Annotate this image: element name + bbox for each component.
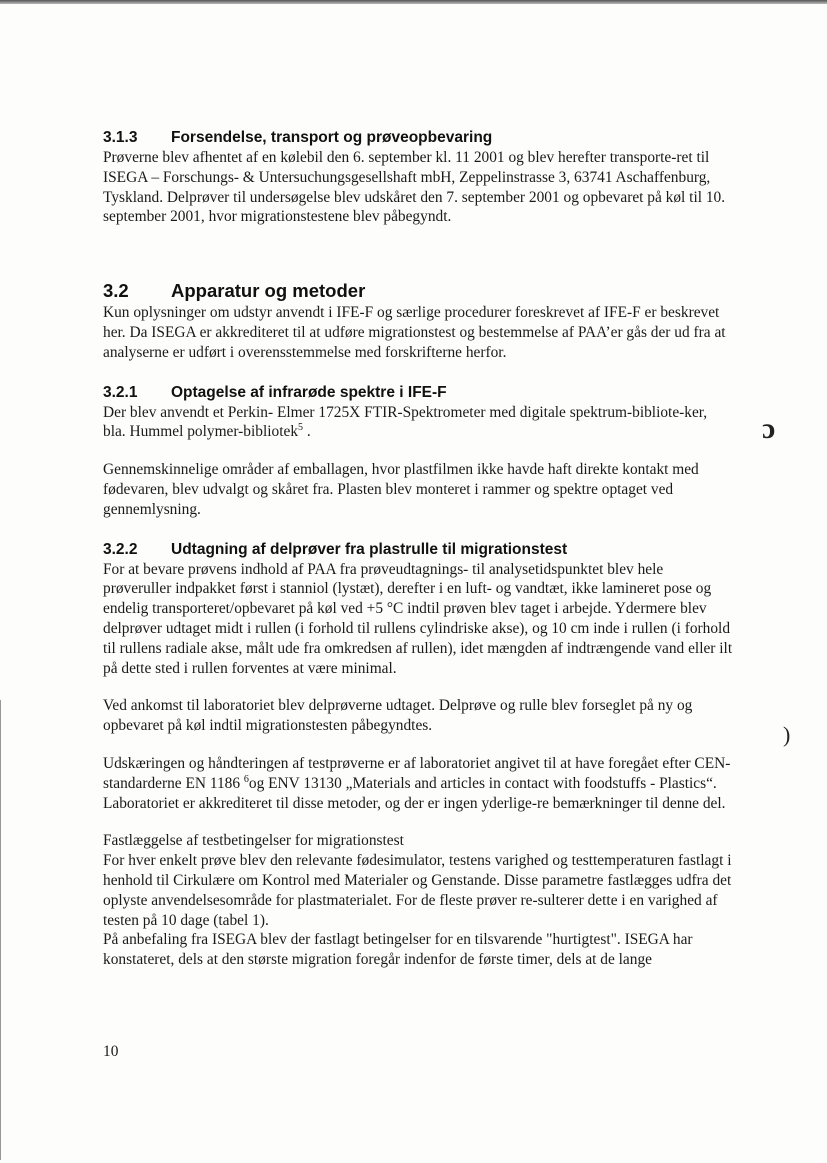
- paragraph: For hver enkelt prøve blev den relevante fødesimulator, testens varighed og testtemperaturen fastlagt i henhold til Cirkulære om Kontrol med Materialer og Genstande. Disse parametre fastlægges udfra det oplyste anvendelsesområde for plastmaterialet. For de fleste prøver re-sulterer dette i en varighed af testen på 10 dage (tabel 1).: [103, 852, 732, 929]
- paragraph-text: og ENV 13130 „Materials and articles in contact with foodstuffs - Plastics“. Laboratoriet er akkrediteret til disse metoder, og der er ingen yderlige-re bemærkninger til denne del.: [103, 774, 726, 812]
- section-number: 3.2.2: [103, 540, 138, 558]
- paragraph: På anbefaling fra ISEGA blev der fastlagt betingelser for en tilsvarende "hurtigtest". ISEGA har konstateret, dels at den største migration foregår indenfor de første timer, dels at de lange: [103, 931, 693, 969]
- paragraph: [103, 754, 733, 813]
- section-heading-3-2: [103, 279, 733, 303]
- section-heading-3-2-2: [103, 540, 733, 560]
- scan-left-edge: [0, 700, 1, 1160]
- section-heading-3-2-1: [103, 383, 733, 403]
- scan-top-edge: [0, 0, 827, 4]
- section-title: Apparatur og metoder: [171, 280, 366, 302]
- section-heading-3-1-3: [103, 128, 733, 148]
- footnote-ref: 5: [298, 422, 304, 434]
- binding-hole-mark: ɔ: [762, 412, 776, 445]
- paragraph: For at bevare prøvens indhold af PAA fra prøveudtagnings- til analysetidspunktet blev hele prøveruller indpakket først i stanniol (lystæt), derefter i en luft- og vandtæt, ikke lamineret pose og endelig transporteret/opbevaret på køl ved +5 °C indtil prøven blev taget i arbejde. Ydermere blev delprøver udtaget midt i rullen (i forhold til rullens cylindriske akse), og 10 cm inde i rullen (i forhold til rullens radiale akse, målt ude fra omkredsen af rullen), idet mængden af indtrængende vand eller ilt på dette sted i rullen forventes at være minimal.: [103, 560, 733, 677]
- paragraph: Kun oplysninger om udstyr anvendt i IFE-F og særlige procedurer foreskrevet af IFE-F er beskrevet her. Da ISEGA er akkrediteret til at udføre migrationstest og bestemmelse af PAA’er gås der ud fra at analyserne er udført i overensstemmelse med forskrifterne herfor.: [103, 304, 726, 361]
- paragraph: Prøverne blev afhentet af en kølebil den 6. september kl. 11 2001 og blev herefter transporte-ret til ISEGA – Forschungs- & Untersuchungsgesellshaft mbH, Zeppelinstrasse 3, 63741 Aschaffenburg, Tyskland. Delprøver til undersøgelse blev udskåret den 7. september 2001 og opbevaret på køl til 10. september 2001, hvor migrationstestene blev påbegyndt.: [103, 149, 726, 226]
- paragraph-text: .: [303, 423, 311, 441]
- section-number: 3.2.1: [103, 383, 138, 401]
- subheading: Fastlæggelse af testbetingelser for migrationstest: [103, 832, 404, 850]
- document-page: [103, 128, 733, 970]
- paragraph: Gennemskinnelige områder af emballagen, hvor plastfilmen ikke havde haft direkte kontakt med fødevaren, blev udvalgt og skåret fra. Plasten blev monteret i rammer og spektre optaget ved gennemlysning.: [103, 461, 699, 518]
- paragraph-text: Der blev anvendt et Perkin- Elmer 1725X FTIR-Spektrometer med digitale spektrum-bibliote-ker, bla. Hummel polymer-bibliotek: [103, 403, 708, 441]
- section-title: Optagelse af infrarøde spektre i IFE-F: [171, 383, 447, 401]
- section-number: 3.2: [103, 280, 129, 302]
- paragraph-text: Udskæringen og håndteringen af testprøverne er af laboratoriet angivet til at have foregået efter CEN-standarderne EN 1186: [103, 754, 731, 792]
- page-number: 10: [103, 1043, 119, 1060]
- section-title: Udtagning af delprøver fra plastrulle til migrationstest: [171, 540, 568, 558]
- paragraph: Ved ankomst til laboratoriet blev delprøverne udtaget. Delprøve og rulle blev forseglet på ny og opbevaret på køl indtil migrationstesten påbegyndtes.: [103, 697, 693, 735]
- section-number: 3.1.3: [103, 129, 138, 146]
- binding-hole-mark: ): [783, 722, 791, 747]
- section-title: Forsendelse, transport og prøveopbevaring: [171, 129, 493, 146]
- footnote-ref: 6: [243, 773, 249, 785]
- paragraph: [103, 403, 733, 443]
